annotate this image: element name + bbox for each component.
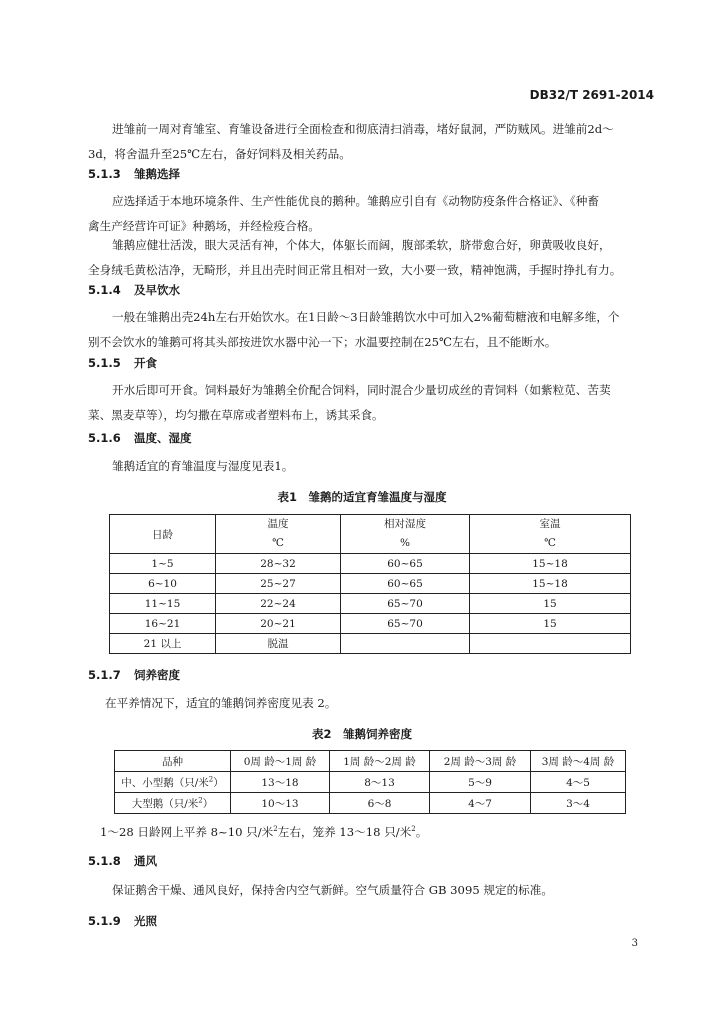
table-cell: 22~24 <box>216 594 341 614</box>
table-cell: 25~27 <box>216 574 341 594</box>
table-cell: 4～7 <box>430 793 531 814</box>
table-2-caption: 表2 雏鹅饲养密度 <box>311 727 412 741</box>
section-5-1-4-para: 一般在雏鹅出壳24h左右开始饮水。在1日龄～3日龄雏鹅饮水中可加入2%葡萄糖液和电解多维，个 别不会饮水的雏鹅可将其头部按进饮水器中沁一下；水温要控制在25℃左右，且不能断水。 <box>88 310 620 349</box>
section-5-1-3-para-2: 雏鹅应健壮活泼，眼大灵活有神，个体大，体躯长而阔，腹部柔软，脐带愈合好，卵黄吸收良好， 全身绒毛黄松洁净，无畸形，并且出壳时间正常且相对一致，大小要一致，精神饱满，手握时挣扎有力。 <box>88 238 622 277</box>
table-header-cell: 室温 ℃ <box>470 515 631 554</box>
table-row <box>110 634 631 654</box>
section-heading-5-1-5: 5.1.5 开食 <box>88 356 157 370</box>
table-cell: 6～8 <box>330 793 430 814</box>
table-cell <box>341 634 470 654</box>
table-cell: 15~18 <box>470 554 631 574</box>
table-row <box>115 793 626 814</box>
section-heading-5-1-6: 5.1.6 温度、湿度 <box>88 431 192 445</box>
table-row <box>110 594 631 614</box>
table-cell: 15~18 <box>470 574 631 594</box>
table-1 <box>109 514 631 654</box>
doc-number: DB32/T 2691-2014 <box>529 88 654 102</box>
table-row <box>110 614 631 634</box>
table-cell: 脱温 <box>216 634 341 654</box>
table-header-cell: 0周 龄～1周 龄 <box>231 751 330 772</box>
section-5-1-7-para: 在平养情况下，适宜的雏鹅饲养密度见表 2。 <box>105 696 337 710</box>
table-cell: 15 <box>470 614 631 634</box>
table-header-row <box>115 751 626 772</box>
table-cell: 11~15 <box>110 594 216 614</box>
table-cell: 3～4 <box>531 793 626 814</box>
page-number: 3 <box>631 938 638 949</box>
table-2 <box>114 750 626 814</box>
table-cell: 15 <box>470 594 631 614</box>
table-header-cell: 3周 龄～4周 龄 <box>531 751 626 772</box>
table-header-row <box>110 515 631 554</box>
table-cell: 13～18 <box>231 772 330 793</box>
table-cell: 4～5 <box>531 772 626 793</box>
table-cell: 大型鹅（只/米$^2$） <box>115 793 231 814</box>
table-cell: 60~65 <box>341 574 470 594</box>
intro-paragraph: 进雏前一周对育雏室、育雏设备进行全面检查和彻底清扫消毒，堵好鼠洞，严防贼风。进雏前2d～ 3d，将舍温升至25℃左右，备好饲料及相关药品。 <box>88 122 614 161</box>
table-cell <box>470 634 631 654</box>
table-1-caption: 表1 雏鹅的适宜育雏温度与湿度 <box>277 490 447 504</box>
table-cell: 16~21 <box>110 614 216 634</box>
table-cell: 60~65 <box>341 554 470 574</box>
section-heading-5-1-8: 5.1.8 通风 <box>88 854 157 868</box>
table-cell: 8～13 <box>330 772 430 793</box>
table-header-cell: 2周 龄～3周 龄 <box>430 751 531 772</box>
section-5-1-6-para: 雏鹅适宜的育雏温度与湿度见表1。 <box>112 459 294 473</box>
table-row <box>110 554 631 574</box>
section-5-1-5-para: 开水后即可开食。饲料最好为雏鹅全价配合饲料，同时混合少量切成丝的青饲料（如紫粒苋、苦荬 菜、黑麦草等），均匀撒在草席或者塑料布上，诱其采食。 <box>88 383 611 422</box>
table-cell: 20~21 <box>216 614 341 634</box>
table-cell: 5～9 <box>430 772 531 793</box>
table-cell: 1~5 <box>110 554 216 574</box>
section-5-1-3-para-1: 应选择适于本地环境条件、生产性能优良的鹅种。雏鹅应引自有《动物防疫条件合格证》、《种畜 禽生产经营许可证》种鹅场，并经检疫合格。 <box>88 194 599 233</box>
table-cell: 28~32 <box>216 554 341 574</box>
table-cell: 65~70 <box>341 614 470 634</box>
section-5-1-8-para: 保证鹅舍干燥、通风良好，保持舍内空气新鲜。空气质量符合 GB 3095 规定的标准。 <box>112 883 553 897</box>
table-cell: 10～13 <box>231 793 330 814</box>
table-cell: 21 以上 <box>110 634 216 654</box>
table-row <box>115 772 626 793</box>
table-header-cell: 日龄 <box>110 515 216 554</box>
table-header-cell: 品种 <box>115 751 231 772</box>
table-cell: 65~70 <box>341 594 470 614</box>
table-row <box>110 574 631 594</box>
table-cell: 中、小型鹅（只/米$^2$） <box>115 772 231 793</box>
table-cell: 6~10 <box>110 574 216 594</box>
table-header-cell: 1周 龄～2周 龄 <box>330 751 430 772</box>
density-note: 1～28 日龄网上平养 8~10 只/米$^2$左右，笼养 13～18 只/米$^2$。 <box>100 825 428 839</box>
section-heading-5-1-9: 5.1.9 光照 <box>88 914 157 928</box>
section-heading-5-1-7: 5.1.7 饲养密度 <box>88 668 180 682</box>
table-header-cell: 相对湿度 % <box>341 515 470 554</box>
table-header-cell: 温度 ℃ <box>216 515 341 554</box>
section-heading-5-1-4: 5.1.4 及早饮水 <box>88 283 180 297</box>
section-heading-5-1-3: 5.1.3 雏鹅选择 <box>88 167 180 181</box>
